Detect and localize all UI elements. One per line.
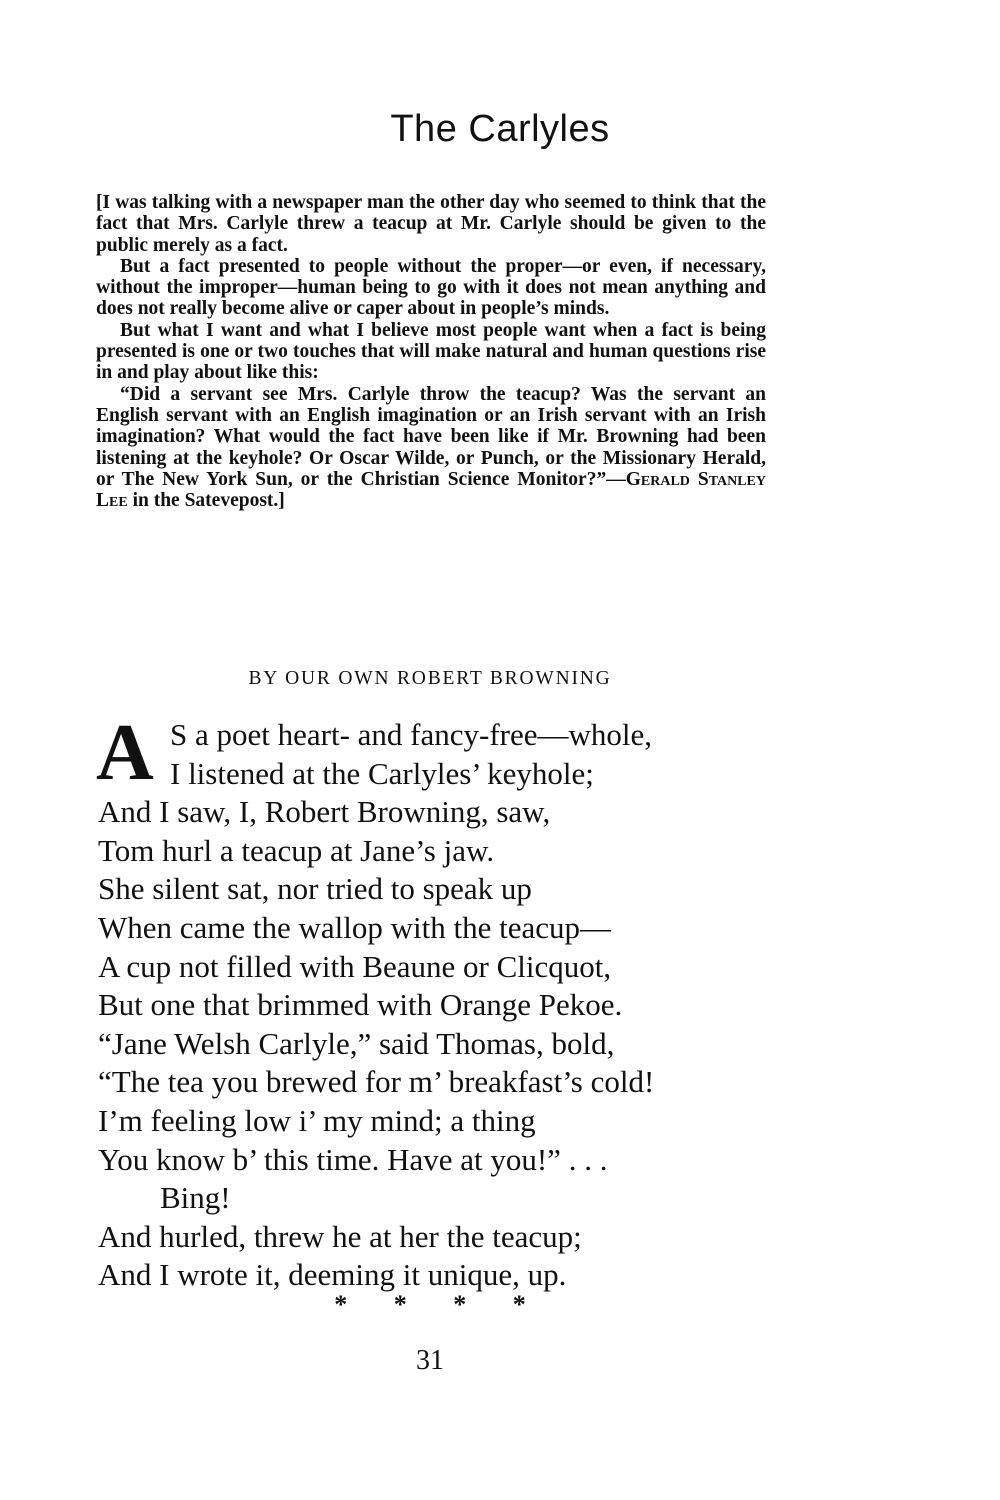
poem <box>96 709 768 1295</box>
poem-line: And hurled, threw he at her the teacup; <box>98 1218 582 1254</box>
epigraph-source: in the Satevepost.] <box>127 490 285 512</box>
page-number: 31 <box>416 1345 444 1376</box>
byline: BY OUR OWN ROBERT BROWNING <box>248 668 612 689</box>
poem-line: And I wrote it, deeming it unique, up. <box>98 1257 567 1293</box>
section-separator: * * * * <box>334 1290 526 1319</box>
epigraph-paragraph <box>96 384 766 512</box>
poem-line: And I saw, I, Robert Browning, saw, <box>98 794 551 830</box>
epigraph-attribution: Gerald Stanley Lee <box>96 468 767 512</box>
page-title: The Carlyles <box>390 108 610 150</box>
poem-line: She silent sat, nor tried to speak up <box>98 871 532 907</box>
epigraph-quote: “Did a servant see Mrs. Carlyle throw the teacup? Was the servant an English servant with an English imagination or an Irish servant with an Irish imagination? What would the fact have been like if Mr. Browning had been listening at the keyhole? Or Oscar Wilde, or Punch, or the Missionary Herald, or The New York Sun, or the Christian Science Monitor?”— <box>96 383 766 490</box>
poem-line: S a poet heart- and fancy-free—whole, <box>170 717 652 752</box>
poem-line: Bing! <box>160 1180 231 1216</box>
poem-line: “The tea you brewed for m’ breakfast’s cold! <box>98 1064 655 1100</box>
poem-line: I’m feeling low i’ my mind; a thing <box>98 1102 536 1138</box>
epigraph-paragraph: [I was talking with a newspaper man the other day who seemed to think that the fact that Mrs. Carlyle threw a teacup at Mr. Carlyle should be given to the public merely as a fact. <box>96 192 766 256</box>
epigraph-paragraph: But a fact presented to people without the proper—or even, if necessary, without the improper—human being to go with it does not mean anything and does not really become alive or caper about in people’s minds. <box>96 255 766 320</box>
poem-line: When came the wallop with the teacup— <box>98 909 612 945</box>
poem-line: You know b’ this time. Have at you!” . . . <box>98 1141 608 1177</box>
poem-line: Tom hurl a teacup at Jane’s jaw. <box>98 832 495 868</box>
poem-line: I listened at the Carlyles’ keyhole; <box>170 755 594 791</box>
poem-line: But one that brimmed with Orange Pekoe. <box>98 987 623 1023</box>
poem-line: A cup not filled with Beaune or Clicquot, <box>98 948 612 984</box>
epigraph-paragraph: But what I want and what I believe most people want when a fact is being presented is one or two touches that will make natural and human questions rise in and play about like this: <box>96 319 766 384</box>
poem-line: “Jane Welsh Carlyle,” said Thomas, bold, <box>98 1025 615 1061</box>
drop-cap: A <box>96 709 154 797</box>
epigraph <box>96 192 766 511</box>
